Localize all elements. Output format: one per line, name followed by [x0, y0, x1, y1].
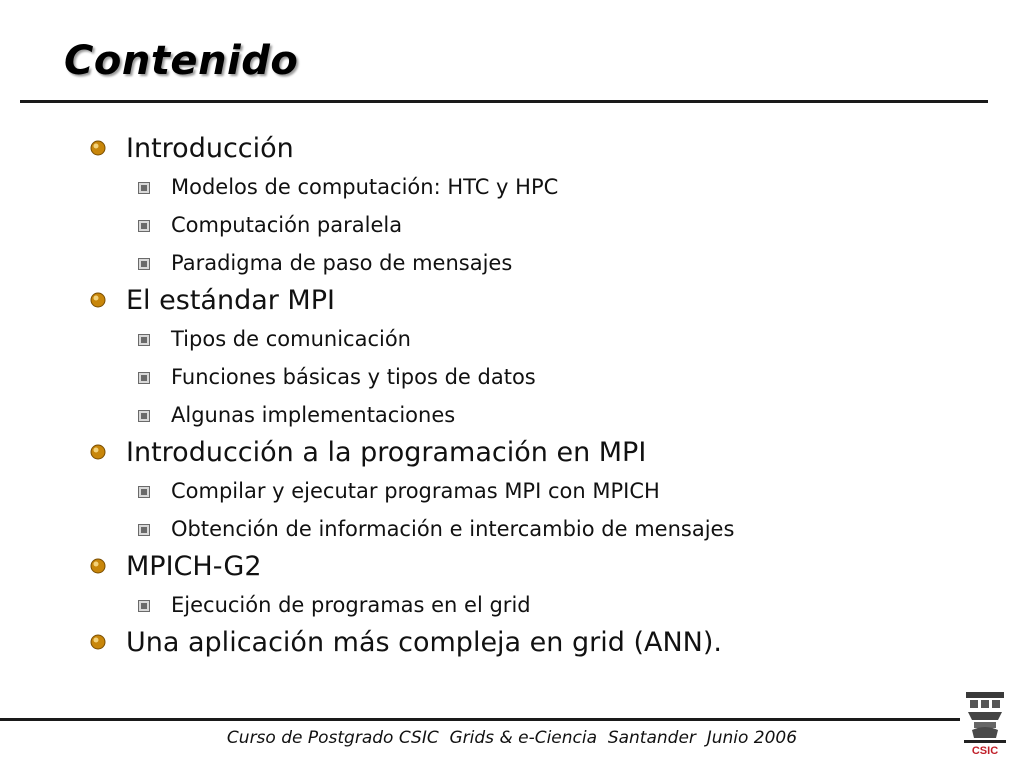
square-bullet-icon	[138, 334, 150, 346]
square-bullet-icon	[138, 486, 150, 498]
outline-subitem	[86, 320, 986, 358]
outline-subitem-label: Compilar y ejecutar programas MPI con MPICH	[171, 479, 660, 503]
outline-subitem	[86, 510, 986, 548]
outline-item-aplicacion-ann	[86, 624, 986, 662]
outline-item-label: Introducción	[126, 133, 294, 164]
outline-item-programacion-mpi	[86, 434, 986, 472]
outline-item-introduccion	[86, 130, 986, 168]
round-bullet-icon	[90, 140, 106, 156]
outline-subitem-label: Funciones básicas y tipos de datos	[171, 365, 536, 389]
slide-title: Contenido	[64, 38, 299, 84]
outline-item-estandar-mpi	[86, 282, 986, 320]
outline-item-label: Una aplicación más compleja en grid (ANN).	[126, 627, 722, 658]
round-bullet-icon	[90, 634, 106, 650]
outline-subitem-label: Algunas implementaciones	[171, 403, 456, 427]
outline-subitem-label: Paradigma de paso de mensajes	[171, 251, 513, 275]
title-divider	[20, 100, 988, 103]
outline-subitem	[86, 168, 986, 206]
footer-text: Curso de Postgrado CSIC Grids & e-Ciencia Santander Junio 2006	[226, 728, 798, 748]
round-bullet-icon	[90, 444, 106, 460]
outline-subitem-label: Tipos de comunicación	[171, 327, 411, 351]
logo-wordmark: CSIC	[971, 745, 999, 757]
round-bullet-icon	[90, 292, 106, 308]
square-bullet-icon	[138, 258, 150, 270]
square-bullet-icon	[138, 600, 150, 612]
outline-subitem-label: Obtención de información e intercambio de mensajes	[171, 517, 735, 541]
outline-subitem	[86, 206, 986, 244]
outline-subitem	[86, 586, 986, 624]
footer-divider	[0, 718, 960, 721]
outline-subitem	[86, 244, 986, 282]
square-bullet-icon	[138, 410, 150, 422]
outline-item-label: MPICH-G2	[126, 551, 262, 582]
outline-item-label: Introducción a la programación en MPI	[126, 437, 647, 468]
csic-logo-icon	[960, 690, 1010, 758]
round-bullet-icon	[90, 558, 106, 574]
outline-subitem-label: Computación paralela	[171, 213, 403, 237]
outline-subitem-label: Ejecución de programas en el grid	[171, 593, 531, 617]
outline-item-label: El estándar MPI	[126, 285, 335, 316]
outline-subitem-label: Modelos de computación: HTC y HPC	[171, 175, 559, 199]
square-bullet-icon	[138, 220, 150, 232]
square-bullet-icon	[138, 372, 150, 384]
outline-subitem	[86, 358, 986, 396]
outline-subitem	[86, 472, 986, 510]
outline-item-mpich-g2	[86, 548, 986, 586]
outline-subitem	[86, 396, 986, 434]
outline-list	[86, 130, 986, 662]
square-bullet-icon	[138, 524, 150, 536]
square-bullet-icon	[138, 182, 150, 194]
